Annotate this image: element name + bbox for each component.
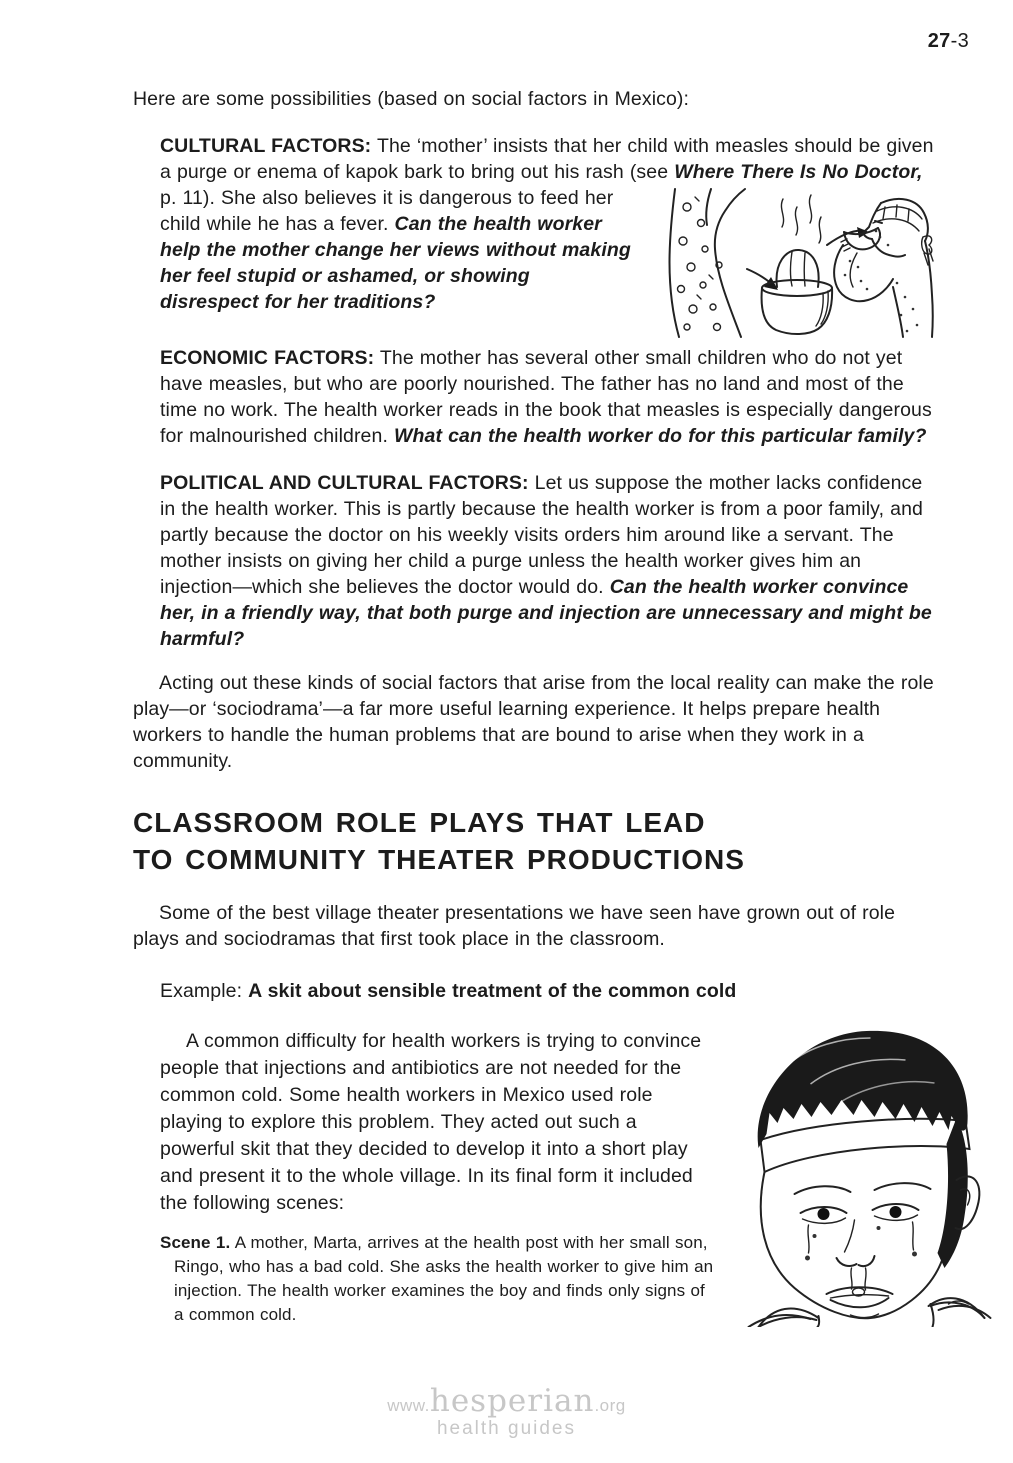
intro-paragraph: Here are some possibilities (based on social factors in Mexico): [133,88,690,110]
political-factors-question: Can the health worker convince her, in a friendly way, that both purge and injection are unnecessary and might be harmful? [160,576,932,650]
section-heading-line2: TO COMMUNITY THEATER PRODUCTIONS [133,844,745,875]
economic-factors-paragraph [160,345,935,449]
scene-1-label: Scene 1. [160,1233,231,1252]
footer-tld: .org [594,1396,626,1415]
cultural-factors-text-1: The ‘mother’ insists that her child with measles should be given a purge or enema of kapok bark to bring out his rash (see [160,135,934,183]
political-factors-paragraph [160,470,935,652]
village-theater-paragraph: Some of the best village theater presentations we have seen have grown out of role plays and sociodramas that first took place in the classroom. [133,902,896,950]
kapok-remedy-illustration [645,187,935,339]
scene-1-text: A mother, Marta, arrives at the health post with her small son, Ringo, who has a bad cold. She asks the health worker to give him an injection. The health worker examines the boy and finds only signs of a common cold. [174,1233,714,1324]
child-drinking [834,199,933,337]
cultural-factors-text-2b: believes it is dangerous to feed her child while he has a fever. [160,187,614,235]
chapter-number: 27 [927,30,951,52]
thorn-spots [678,197,723,331]
nose-and-drip [837,1220,875,1296]
skit-section [133,1028,935,1327]
economic-factors-label: ECONOMIC FACTORS: [160,347,375,369]
political-factors-text: Let us suppose the mother lacks confidence in the health worker. This is partly because the health worker is from a poor family, and partly because the doctor on his weekly visits orders him around like a servant. The mother insists on giving her child a purge unless the health worker gives him an injection—which she believes the doctor would do. [160,472,923,598]
footer-tagline: health guides [436,1418,577,1439]
kapok-tree [670,189,746,337]
cultural-factors-question: Can the health worker help the mother change her views without making her feel stupid or ashamed, or showing disrespect for her traditions? [160,213,631,313]
example-line [160,978,935,1004]
section-heading-line1: CLASSROOM ROLE PLAYS THAT LEAD [133,807,706,838]
measles-spots [844,230,919,333]
page-number [928,30,969,53]
section-heading [133,804,935,878]
neck-and-collar [749,1298,991,1327]
eyebrows [795,1183,931,1194]
page-content [133,86,935,1327]
scene-1-paragraph [160,1231,719,1327]
example-title: A skit about sensible treatment of the common cold [248,980,737,1002]
footer-www: www. [387,1396,430,1415]
political-factors-label: POLITICAL AND CULTURAL FACTORS: [160,472,529,494]
economic-factors-question: What can the health worker do for this particular family? [394,425,927,447]
eyes [801,1204,919,1223]
skit-text-column [160,1028,716,1327]
cultural-factors-label: CULTURAL FACTORS: [160,135,372,157]
cultural-factors-paragraph [160,133,935,315]
footer-watermark [0,1383,1013,1439]
cultural-factors-text-2a: p. 11). She also [160,187,299,209]
example-prefix: Example: [160,980,243,1002]
common-cold-paragraph: A common difficulty for health workers is trying to convince people that injections and antibiotics are not needed for the common cold. Some health workers in Mexico used role playing to explore this problem. They acted out such a powerful skit that they decided to develop it into a short play and present it to the whole village. In its final form it included the following scenes: [160,1030,702,1214]
book-title: Where There Is No Doctor, [674,161,923,183]
hesperian-logo: hesperian [429,1383,595,1419]
acting-paragraph: Acting out these kinds of social factors that arise from the local reality can make the role play—or ‘sociodrama’—a far more useful learning experience. It helps prepare health workers to handle the human problems that are bound to arise when they work in a community. [133,672,934,772]
sick-boy-svg [716,1022,1006,1327]
cooking-pot [762,250,833,334]
sick-boy-illustration [716,1022,1006,1327]
headband [761,1119,970,1172]
economic-factors-text: The mother has several other small children who do not yet have measles, but who are poorly nourished. The father has no land and most of the time no work. The health worker reads in the book that measles is especially dangerous for malnourished children. [160,347,932,447]
steam-lines [781,195,821,243]
page-suffix: -3 [950,30,969,52]
tears [805,1222,917,1261]
footer-url [0,1383,1013,1419]
kapok-illustration-svg [645,187,935,339]
